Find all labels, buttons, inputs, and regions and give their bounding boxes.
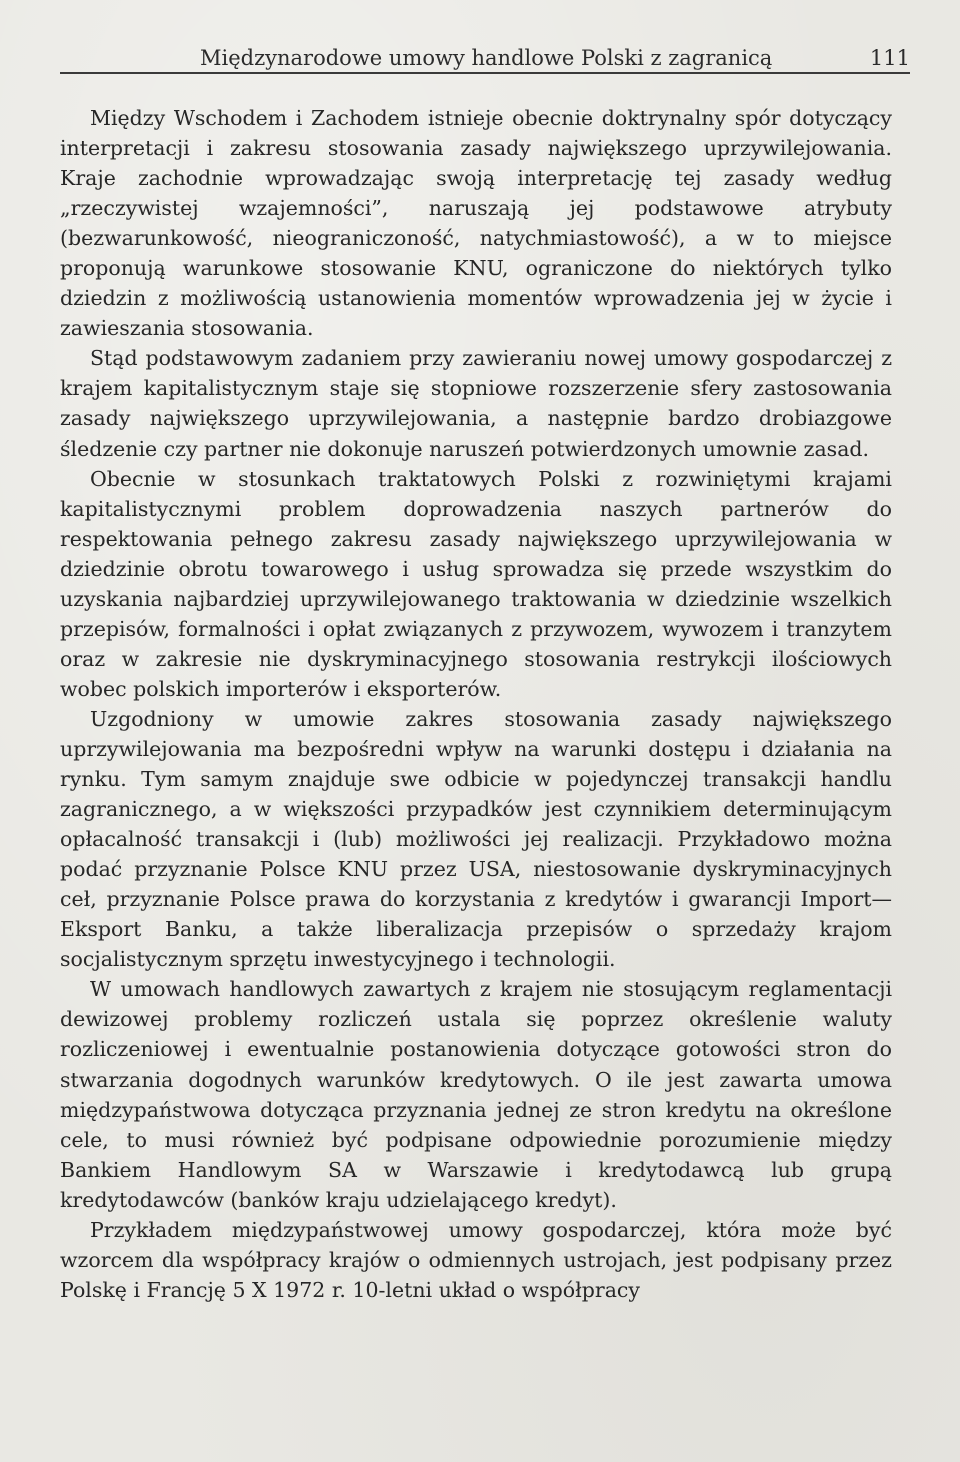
paragraph-3: Obecnie w stosunkach traktatowych Polski z rozwiniętymi krajami kapitalistycznymi problem doprowadzenia naszych partnerów do respektowania pełnego zakresu zasady największego uprzywilejowania w dziedzinie obrotu towarowego i usług sprowadza się przede wszystkim do uzyskania najbardziej uprzywilejowanego traktowania w dziedzinie wszelkich przepisów, formalności i opłat związanych z przywozem, wywozem i tranzytem oraz w zakresie nie dyskryminacyjnego stosowania restrykcji ilościowych wobec polskich importerów i eksporterów. (60, 466, 892, 701)
running-head-title: Międzynarodowe umowy handlowe Polski z zagranicą (200, 46, 773, 70)
paragraph-1: Między Wschodem i Zachodem istnieje obecnie doktrynalny spór dotyczący interpretacji i zakresu stosowania zasady największego uprzywilejowania. Kraje zachodnie wprowadzając swoją interpretację tej zasady według „rzeczywistej wzajemności”, naruszają jej podstawowe atrybuty (bezwarunkowość, nieograniczoność, natychmiastowość), a w to miejsce proponują warunkowe stosowanie KNU, ograniczone do niektórych tylko dziedzin z możliwością ustanowienia momentów wprowadzenia jej w życie i zawieszania stosowania. (60, 106, 892, 341)
running-head (200, 40, 910, 80)
paragraph-2: Stąd podstawowym zadaniem przy zawieraniu nowej umowy gospodarczej z krajem kapitalistycznym staje się stopniowe rozszerzenie sfery zastosowania zasady największego uprzywilejowania, a następnie bardzo drobiazgowe śledzenie czy partner nie dokonuje naruszeń potwierdzonych umownie zasad. (60, 346, 892, 461)
header-rule (60, 72, 910, 74)
paragraph-6: Przykładem międzypaństwowej umowy gospodarczej, która może być wzorcem dla współpracy krajów o odmiennych ustrojach, jest podpisany przez Polskę i Francję 5 X 1972 r. 10-letni układ o współpracy (60, 1217, 892, 1302)
paragraph-5: W umowach handlowych zawartych z krajem nie stosującym reglamentacji dewizowej problemy rozliczeń ustala się poprzez określenie waluty rozliczeniowej i ewentualnie postanowienia dotyczące gotowości stron do stwarzania dogodnych warunków kredytowych. O ile jest zawarta umowa międzypaństwowa dotycząca przyznania jednej ze stron kredytu na określone cele, to musi również być podpisane odpowiednie porozumienie między Bankiem Handlowym SA w Warszawie i kredytodawcą lub grupą kredytodawców (banków kraju udzielającego kredyt). (60, 977, 892, 1212)
body-text (60, 103, 892, 1305)
page-number: 111 (869, 46, 910, 70)
paragraph-4: Uzgodniony w umowie zakres stosowania zasady największego uprzywilejowania ma bezpośredni wpływ na warunki dostępu i działania na rynku. Tym samym znajduje swe odbicie w pojedynczej transakcji handlu zagranicznego, a w większości przypadków jest czynnikiem determinującym opłacalność transakcji i (lub) możliwości jej realizacji. Przykładowo można podać przyznanie Polsce KNU przez USA, niestosowanie dyskryminacyjnych ceł, przyznanie Polsce prawa do korzystania z kredytów i gwarancji Import—Eksport Banku, a także liberalizacja przepisów o sprzedaży krajom socjalistycznym sprzętu inwestycyjnego i technologii. (60, 706, 892, 972)
